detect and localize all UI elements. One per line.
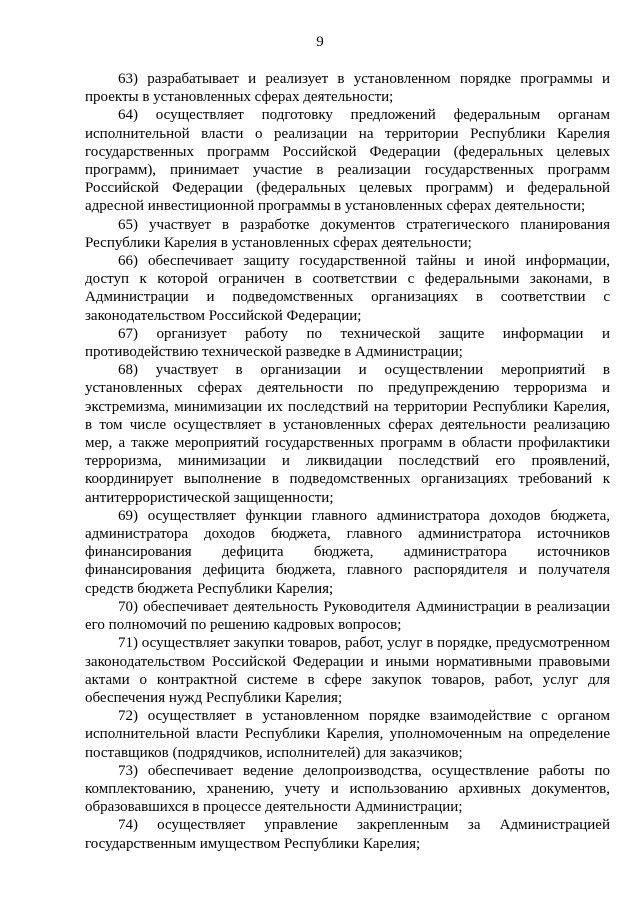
list-item: 72) осуществляет в установленном порядке взаимодействие с органом исполнительной власти Республики Карелия, уполномоченным на определение поставщиков (подрядчиков, исполнителей) для заказчиков; [85,708,610,761]
list-item: 69) осуществляет функции главного администратора доходов бюджета, администратора доходов бюджета, главного администратора источников финансирования дефицита бюджета, администратора источников финансирования дефицита бюджета, главного распорядителя и получателя средств бюджета Республики Карелия; [85,507,610,597]
list-item: 65) участвует в разработке документов стратегического планирования Республики Карелия в установленных сферах деятельности; [85,216,610,251]
list-item: 63) разрабатывает и реализует в установленном порядке программы и проекты в установленных сферах деятельности; [85,71,610,106]
page-number: 9 [316,34,324,50]
list-item: 71) осуществляет закупки товаров, работ, услуг в порядке, предусмотренном законодательством Российской Федерации и иными нормативными правовыми актами о контрактной системе в сфере закупок товаров, работ, услуг для обеспечения нужд Республики Карелия; [85,635,610,706]
list-item: 67) организует работу по технической защите информации и противодействию технической разведке в Администрации; [85,325,610,361]
list-item: 73) обеспечивает ведение делопроизводства, осуществление работы по комплектованию, хранению, учету и использованию архивных документов, образовавшихся в процессе деятельности Администрации; [85,762,610,816]
list-item: 74) осуществляет управление закрепленным за Администрацией государственным имуществом Республики Карелия; [85,817,610,852]
list-item: 70) обеспечивает деятельность Руководителя Администрации в реализации его полномочий по решению кадровых вопросов; [85,598,610,634]
document-body [85,70,610,853]
list-item: 68) участвует в организации и осуществлении мероприятий в установленных сферах деятельности по предупреждению терроризма и экстремизма, минимизации их последствий на территории Республики Карелия, в том числе осуществляет в установленных сферах деятельности реализацию мер, а также мероприятий государственных программ в области профилактики терроризма, минимизации и ликвидации последствий его проявлений, координирует выполнение в подведомственных организациях требований к антитеррористической защищенности; [85,362,610,506]
list-item: 64) осуществляет подготовку предложений федеральным органам исполнительной власти о реализации на территории Республики Карелия государственных программ Российской Федерации (федеральных целевых программ), принимает участие в реализации государственных программ Российской Федерации (федеральных целевых программ) и федеральной адресной инвестиционной программы в установленных сферах деятельности; [85,107,610,215]
list-item: 66) обеспечивает защиту государственной тайны и иной информации, доступ к которой ограничен в соответствии с федеральными законами, в Администрации и подведомственных организациях в соответствии с законодательством Российской Федерации; [85,253,610,324]
